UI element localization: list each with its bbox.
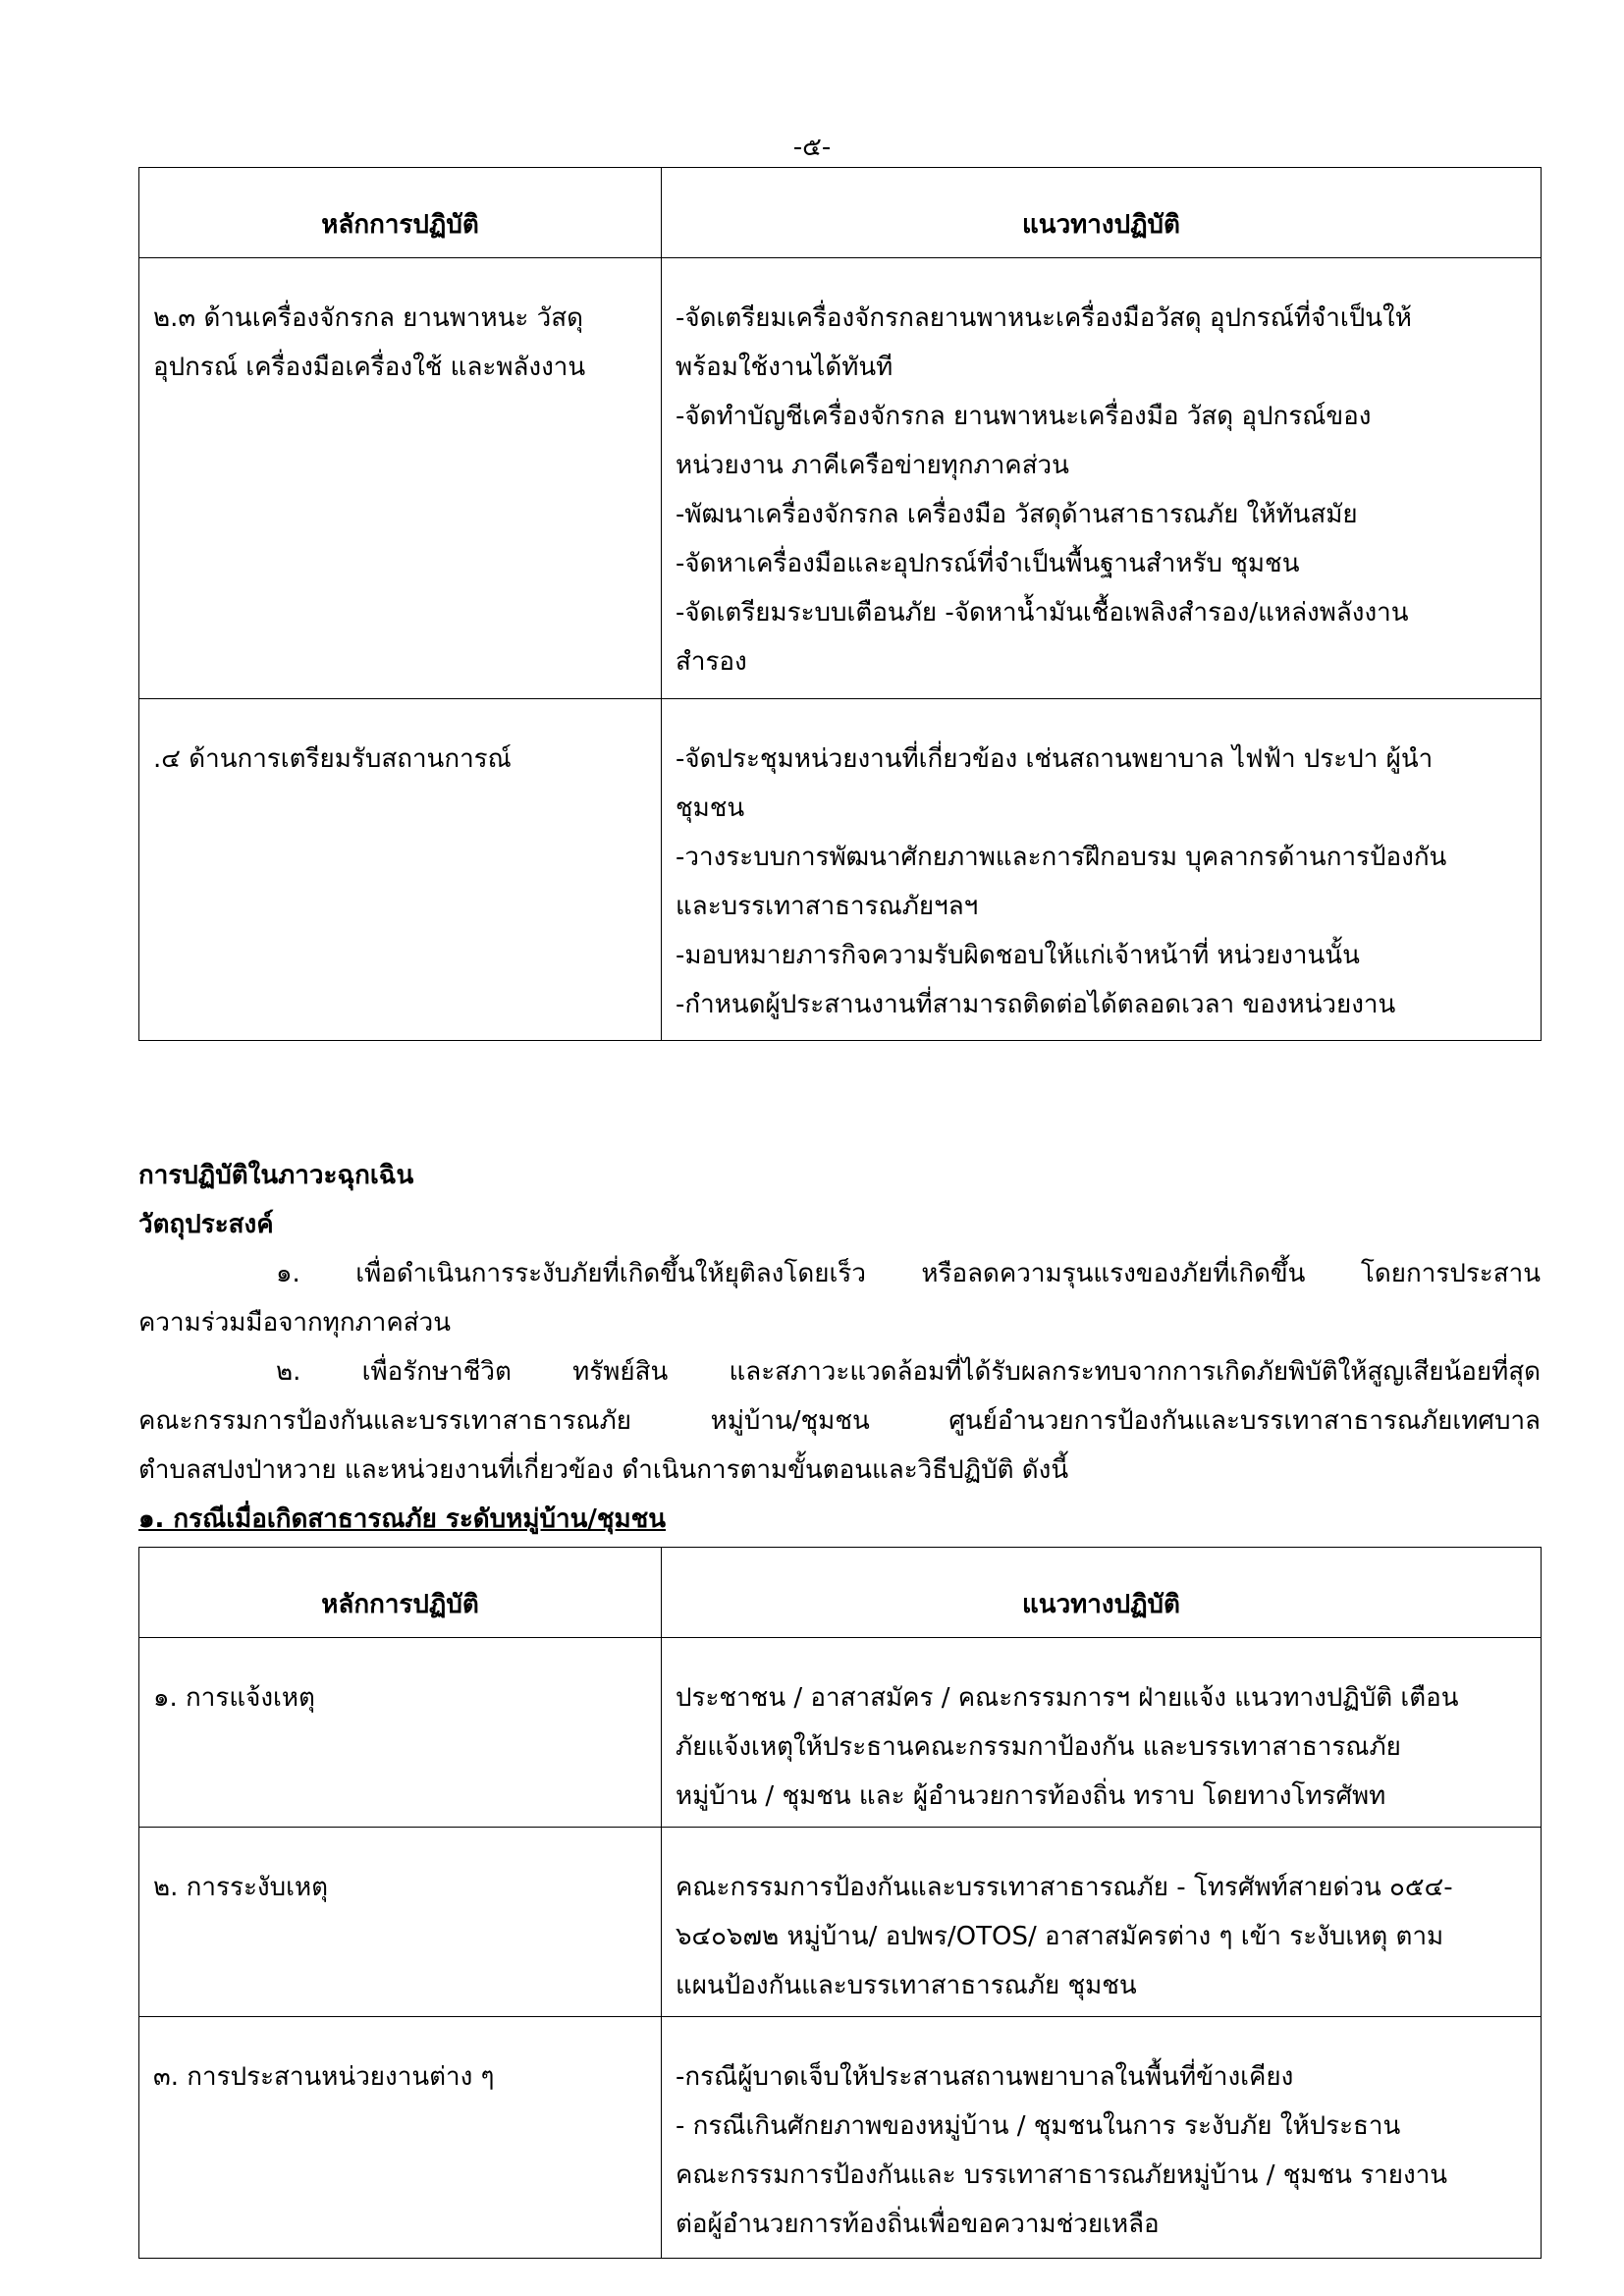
- guideline-cell: [662, 258, 1542, 699]
- objective-text: ความร่วมมือจากทุกภาคส่วน: [138, 1308, 452, 1338]
- principle-cell: ๑. การแจ้งเหตุ: [139, 1638, 662, 1828]
- objective-text: และสภาวะแวดล้อมที่ได้รับผลกระทบจากการเกิดภัยพิบัติให้สูญเสียน้อยที่สุด: [729, 1357, 1541, 1387]
- objective-item-2: [138, 1347, 1541, 1396]
- objective-text: ศูนย์อำนวยการป้องกันและบรรเทาสาธารณภัยเทศบาล: [948, 1406, 1541, 1436]
- preparedness-table: [138, 167, 1542, 1041]
- objective-text: ตำบลสปงป่าหวาย และหน่วยงานที่เกี่ยวข้อง ดำเนินการตามขั้นตอนและวิธีปฏิบัติ ดังนี้: [138, 1455, 1069, 1485]
- table-row: [139, 699, 1542, 1041]
- table-header-row: [139, 168, 1542, 258]
- guideline-line: ภัยแจ้งเหตุให้ประธานคณะกรรมกาป้องกัน และบรรเทาสาธารณภัย: [676, 1732, 1401, 1762]
- principle-cell: [139, 258, 662, 699]
- guideline-line: -มอบหมายภารกิจความรับผิดชอบให้แก่เจ้าหน้าที่ หน่วยงานนั้น: [676, 941, 1360, 970]
- table-row: [139, 258, 1542, 699]
- guideline-line: สำรอง: [676, 647, 747, 677]
- guideline-line: -จัดเตรียมเครื่องจักรกลยานพาหนะเครื่องมือวัสดุ อุปกรณ์ที่จำเป็นให้: [676, 303, 1412, 333]
- emergency-table: [138, 1547, 1542, 2259]
- page-number: -๕-: [792, 133, 832, 162]
- header-guideline: แนวทางปฏิบัติ: [662, 168, 1542, 258]
- objective-heading: วัตถุประสงค์: [138, 1210, 274, 1239]
- objective-text: คณะกรรมการป้องกันและบรรเทาสาธารณภัย: [138, 1406, 632, 1436]
- objective-text: เพื่อดำเนินการระงับภัยที่เกิดขึ้นให้ยุติลงโดยเร็ว: [355, 1259, 866, 1288]
- table-row: [139, 1828, 1542, 2017]
- objective-line: [138, 1396, 1541, 1446]
- principle-line: ๒.๓ ด้านเครื่องจักรกล ยานพาหนะ วัสดุ: [153, 303, 583, 333]
- guideline-line: หน่วยงาน ภาคีเครือข่ายทุกภาคส่วน: [676, 451, 1069, 480]
- emergency-section: [138, 1151, 1541, 1544]
- table-row: [139, 2017, 1542, 2259]
- principle-cell: ๓. การประสานหน่วยงานต่าง ๆ: [139, 2017, 662, 2259]
- guideline-line: -จัดหาเครื่องมือและอุปกรณ์ที่จำเป็นพื้นฐานสำหรับ ชุมชน: [676, 549, 1300, 578]
- guideline-line: และบรรเทาสาธารณภัยฯลฯ: [676, 892, 979, 921]
- guideline-line: ต่อผู้อำนวยการท้องถิ่นเพื่อขอความช่วยเหลือ: [676, 2210, 1160, 2239]
- guideline-cell: [662, 1828, 1542, 2017]
- objective-text: ๒.: [276, 1357, 301, 1387]
- objective-text: ทรัพย์สิน: [572, 1357, 669, 1387]
- header-principle: หลักการปฏิบัติ: [139, 168, 662, 258]
- principle-cell: [139, 699, 662, 1041]
- objective-text: หรือลดความรุนแรงของภัยที่เกิดขึ้น: [921, 1259, 1306, 1288]
- principle-line: .๔ ด้านการเตรียมรับสถานการณ์: [153, 744, 512, 774]
- header-principle: หลักการปฏิบัติ: [139, 1548, 662, 1638]
- guideline-line: -จัดประชุมหน่วยงานที่เกี่ยวข้อง เช่นสถานพยาบาล ไฟฟ้า ประปา ผู้นำ: [676, 744, 1434, 774]
- objective-item-1: [138, 1249, 1541, 1298]
- guideline-line: -จัดเตรียมระบบเตือนภัย -จัดหาน้ำมันเชื้อเพลิงสำรอง/แหล่งพลังงาน: [676, 598, 1409, 628]
- guideline-cell: [662, 699, 1542, 1041]
- guideline-line: ประชาชน / อาสาสมัคร / คณะกรรมการฯ ฝ่ายแจ้ง แนวทางปฏิบัติ เตือน: [676, 1683, 1459, 1713]
- table-header-row: [139, 1548, 1542, 1638]
- guideline-line: -กรณีผู้บาดเจ็บให้ประสานสถานพยาบาลในพื้นที่ข้างเคียง: [676, 2062, 1294, 2092]
- table-row: [139, 1638, 1542, 1828]
- objective-text: เพื่อรักษาชีวิต: [361, 1357, 512, 1387]
- guideline-line: หมู่บ้าน / ชุมชน และ ผู้อำนวยการท้องถิ่น ทราบ โดยทางโทรศัพท: [676, 1781, 1386, 1811]
- guideline-cell: [662, 2017, 1542, 2259]
- objective-text: หมู่บ้าน/ชุมชน: [710, 1406, 870, 1436]
- guideline-line: -พัฒนาเครื่องจักรกล เครื่องมือ วัสดุด้านสาธารณภัย ให้ทันสมัย: [676, 500, 1358, 529]
- guideline-line: คณะกรรมการป้องกันและ บรรเทาสาธารณภัยหมู่บ้าน / ชุมชน รายงาน: [676, 2160, 1448, 2190]
- guideline-line: - กรณีเกินศักยภาพของหมู่บ้าน / ชุมชนในการ ระงับภัย ให้ประธาน: [676, 2111, 1401, 2141]
- principle-cell: ๒. การระงับเหตุ: [139, 1828, 662, 2017]
- section-heading: การปฏิบัติในภาวะฉุกเฉิน: [138, 1161, 414, 1190]
- guideline-line: -จัดทำบัญชีเครื่องจักรกล ยานพาหนะเครื่องมือ วัสดุ อุปกรณ์ของ: [676, 402, 1372, 431]
- header-guideline: แนวทางปฏิบัติ: [662, 1548, 1542, 1638]
- guideline-line: ๖๔๐๖๗๒ หมู่บ้าน/ อปพร/OTOS/ อาสาสมัครต่าง ๆ เข้า ระงับเหตุ ตาม: [676, 1922, 1444, 1951]
- guideline-line: พร้อมใช้งานได้ทันที: [676, 353, 893, 382]
- guideline-line: -กำหนดผู้ประสานงานที่สามารถติดต่อได้ตลอดเวลา ของหน่วยงาน: [676, 990, 1396, 1019]
- guideline-line: คณะกรรมการป้องกันและบรรเทาสาธารณภัย - โทรศัพท์สายด่วน ๐๕๔-: [676, 1873, 1453, 1902]
- guideline-line: ชุมชน: [676, 793, 745, 823]
- case-heading: ๑. กรณีเมื่อเกิดสาธารณภัย ระดับหมู่บ้าน/ชุมชน: [138, 1504, 667, 1534]
- guideline-line: -วางระบบการพัฒนาศักยภาพและการฝึกอบรม บุคลากรด้านการป้องกัน: [676, 843, 1447, 872]
- objective-text: ๑.: [276, 1259, 300, 1288]
- principle-line: อุปกรณ์ เครื่องมือเครื่องใช้ และพลังงาน: [153, 353, 586, 382]
- guideline-line: แผนป้องกันและบรรเทาสาธารณภัย ชุมชน: [676, 1971, 1137, 2000]
- guideline-cell: [662, 1638, 1542, 1828]
- objective-text: โดยการประสาน: [1360, 1259, 1541, 1288]
